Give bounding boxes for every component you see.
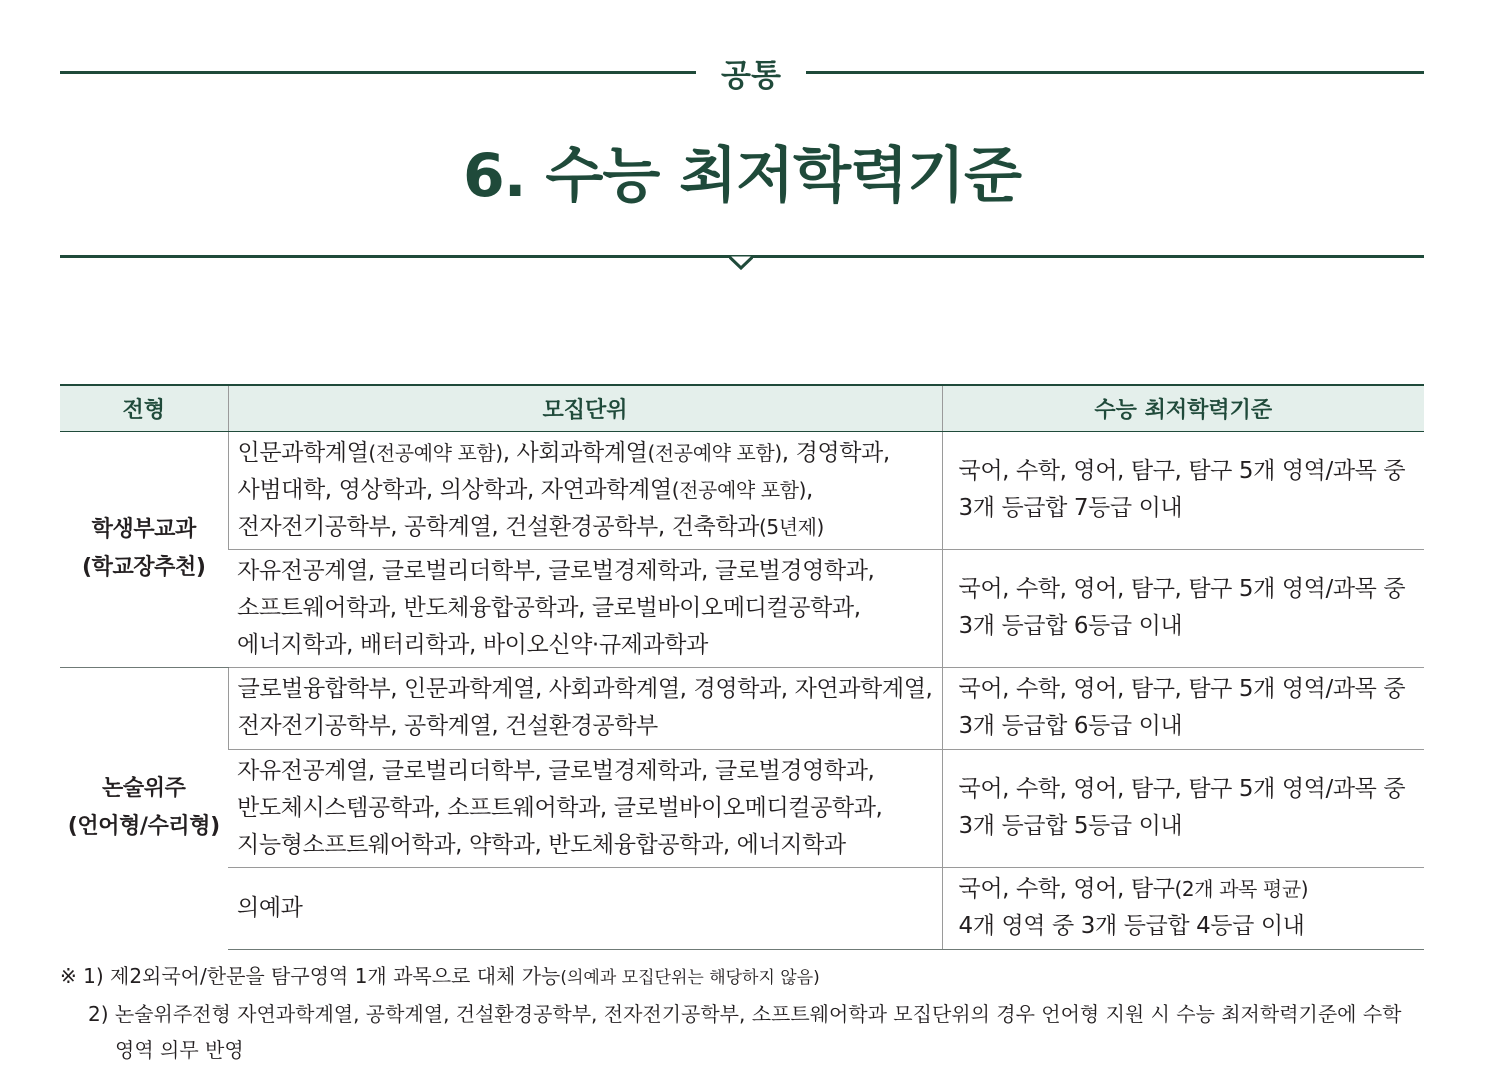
unit-line: 의예과 [237,894,303,921]
unit-line: 자유전공계열, 글로벌리더학부, 글로벌경제학과, 글로벌경영학과, [237,757,875,784]
type-name: 학생부교과 [91,517,196,542]
criteria-cell [942,667,1424,749]
unit-line: 전자전기공학부, 공학계열, 건설환경공학부 [237,713,658,739]
criteria-cell [942,431,1424,549]
criteria-line: 3개 등급합 6등급 이내 [958,713,1183,739]
unit-cell [228,749,942,867]
criteria-line: 국어, 수학, 영어, 탐구, 탐구 5개 영역/과목 중 [958,458,1406,484]
unit-cell [228,431,942,549]
header-unit: 모집단위 [228,385,942,431]
criteria-cell [942,867,1424,949]
header-type: 전형 [60,385,228,431]
criteria-cell [942,549,1424,667]
footnote-2-continued: 영역 의무 반영 [115,1038,244,1062]
criteria-line: 3개 등급합 5등급 이내 [958,813,1183,839]
unit-line: 반도체시스템공학과, 소프트웨어학과, 글로벌바이오메디컬공학과, [237,794,883,821]
unit-line: 에너지학과, 배터리학과, 바이오신약·규제과학과 [237,631,708,658]
table-row [60,749,1424,867]
criteria-line: 국어, 수학, 영어, 탐구, 탐구 5개 영역/과목 중 [958,776,1406,802]
chevron-down-icon [729,255,753,271]
criteria-line: 국어, 수학, 영어, 탐구, 탐구 5개 영역/과목 중 [958,576,1406,602]
table-row [60,549,1424,667]
type-subname: (학교장추천) [81,555,206,580]
criteria-table [60,384,1424,950]
criteria-line: 3개 등급합 7등급 이내 [958,495,1183,521]
table-row [60,667,1424,749]
table-row [60,867,1424,949]
unit-cell [228,667,942,749]
criteria-line: 국어, 수학, 영어, 탐구(2개 과목 평균) [958,876,1309,902]
type-subname: (언어형/수리형) [67,814,220,840]
unit-cell [228,549,942,667]
table-header-row [60,385,1424,431]
unit-line: 인문과학계열(전공예약 포함), 사회과학계열(전공예약 포함), 경영학과, [237,439,890,466]
section-header [60,44,1424,96]
unit-line: 사범대학, 영상학과, 의상학과, 자연과학계열(전공예약 포함), [237,476,813,503]
section-rule-left [60,71,696,74]
page-title: 6. 수능 최저학력기준 [463,141,1021,211]
unit-cell [228,867,942,949]
unit-line: 자유전공계열, 글로벌리더학부, 글로벌경제학과, 글로벌경영학과, [237,557,875,584]
unit-line: 글로벌융합학부, 인문과학계열, 사회과학계열, 경영학과, 자연과학계열, [237,676,933,702]
section-label: 공통 [721,58,781,94]
type-name: 논술위주 [102,776,186,802]
criteria-line: 4개 영역 중 3개 등급합 4등급 이내 [958,913,1305,939]
header-criteria: 수능 최저학력기준 [942,385,1424,431]
type-cell-essay [60,667,228,949]
criteria-line: 국어, 수학, 영어, 탐구, 탐구 5개 영역/과목 중 [958,676,1406,702]
unit-line: 지능형소프트웨어학과, 약학과, 반도체융합공학과, 에너지학과 [237,831,846,858]
unit-line: 전자전기공학부, 공학계열, 건설환경공학부, 건축학과(5년제) [237,513,824,540]
criteria-line: 3개 등급합 6등급 이내 [958,613,1183,639]
footnote-2: 2) 논술위주전형 자연과학계열, 공학계열, 건설환경공학부, 전자전기공학부, 소프트웨어학과 모집단위의 경우 언어형 지원 시 수능 최저학력기준에 수학 [88,1002,1402,1026]
type-cell-student-record [60,431,228,667]
criteria-cell [942,749,1424,867]
section-rule-right [806,71,1424,74]
footnote-1: ※ 1) 제2외국어/한문을 탐구영역 1개 과목으로 대체 가능(의예과 모집단위는 해당하지 않음) [60,964,820,988]
footnotes [60,958,1424,1068]
table-row [60,431,1424,549]
unit-line: 소프트웨어학과, 반도체융합공학과, 글로벌바이오메디컬공학과, [237,594,861,621]
